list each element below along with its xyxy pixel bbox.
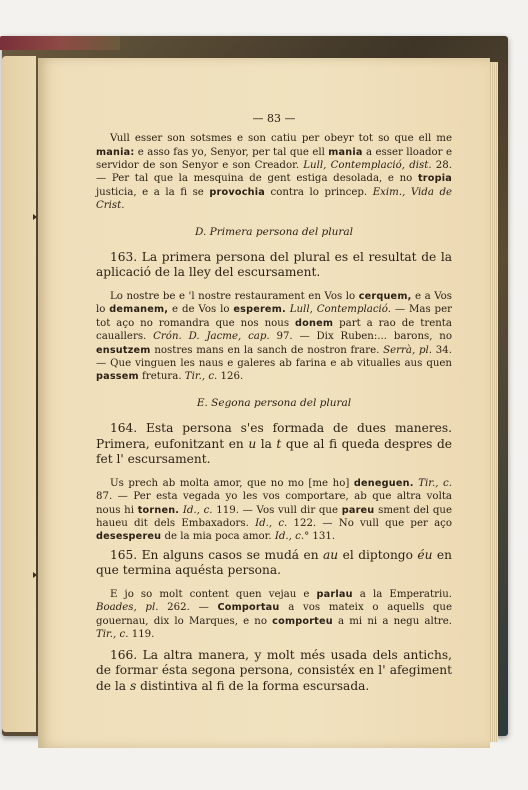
paragraph-165: 165. En alguns casos se mudá en au el diptongo éu en que termina aquésta persona. (96, 547, 452, 578)
section-heading-d: D. Primera persona del plural (194, 225, 354, 238)
left-page-edge (2, 56, 36, 732)
binding-mark (33, 214, 37, 220)
binding-mark (33, 572, 37, 578)
paragraph-166: 166. La altra manera, y molt més usada dels antichs, de formar ésta segona persona, consistéx en l' afegiment de la s distintiva al fi de la forma escursada. (96, 647, 452, 693)
citation-paragraph: Lo nostre be e 'l nostre restaurament en Vos lo cerquem, e a Vos lo demanem, e de Vos lo esperem. Lull, Contemplació. — Mas per tot aço no romandra que nos nous donem part a rao de trenta cauallers. Crón. D. Jacme, cap. 97. — Dix Ruben:... barons, no ensutzem nostres mans en la sanch de nostron frare. Serrà, pl. 34. — Que vinguen les naus e galeres ab farina e ab vitualles aus quen passem fretura. Tir., c. 126. (96, 291, 452, 383)
page-number: — 83 — (252, 112, 296, 125)
citation-paragraph: E jo so molt content quen vejau e parlau a la Emperatriu. Boades, pl. 262. — Comportau a vos mateix o aquells que gouernau, dix lo Marques, e no comporteu a mi ni a negu altre. Tir., c. 119. (96, 589, 453, 641)
section-heading-e: E. Segona persona del plural (196, 396, 352, 409)
citation-paragraph: Us prech ab molta amor, que no mo [me ho] deneguen. Tir., c. 87. — Per esta vegada yo les vos comportare, ab que altra volta nous hi tornen. Id., c. 119. — Vos vull dir que pareu sment del que haueu dit dels Embaxadors. Id., c. 122. — No vull que per aço desespereu de la mia poca amor. Id., c.° 131. (96, 477, 452, 543)
citation-paragraph: Vull esser son sotsmes e son catiu per obeyr tot so que ell me mania: e asso fas yo, Senyor, per tal que ell mania a esser lloador e servidor de son Senyor e son Creador. Lull, Contemplació, dist. 28. — Per tal que la mesquina de gent estiga desolada, e no tropia justicia, e a la fi se provochia contra lo princep. Exim., Vida de Crist. (96, 133, 453, 212)
cover-spine-edge (0, 36, 120, 50)
paragraph-163: 163. La primera persona del plural es el resultat de la aplicació de la lley del escursament. (96, 249, 452, 280)
paragraph-164: 164. Esta persona s'es formada de dues maneres. Primera, eufonitzant en u la t que al fi queda despres de fet l' escursament. (96, 421, 452, 467)
page-text (96, 112, 452, 694)
